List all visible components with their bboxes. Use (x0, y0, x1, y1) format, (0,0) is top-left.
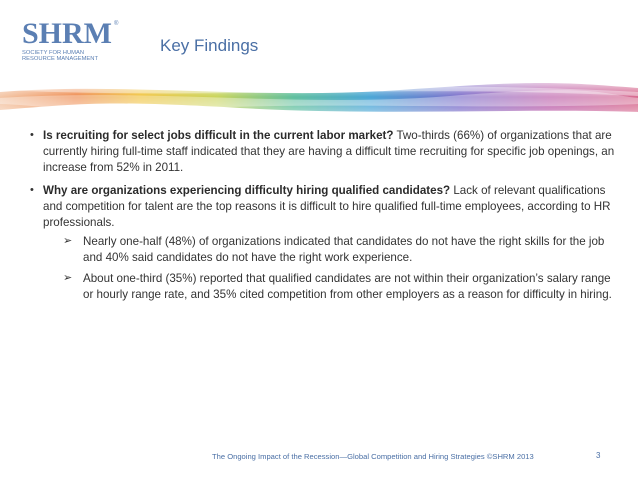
arrow-bullet-icon: ➢ (63, 272, 73, 285)
logo-registered-mark: ® (114, 21, 119, 27)
slide-title: Key Findings (160, 36, 259, 55)
subitem-text: About one-third (35%) reported that qualified candidates are not within their organization’s salary range or hourly range rate, and 35% cited competition from other employers as a reason for difficulty in hiring. (83, 272, 612, 302)
rainbow-banner (0, 78, 638, 116)
findings-list (30, 128, 620, 311)
finding-2-body: Lack of relevant qualifications and competition for talent are the top reasons it is difficult to hire qualified full-time employees, according to HR professionals. (43, 184, 611, 229)
page-number: 3 (596, 451, 601, 460)
bullet-dot: • (30, 184, 34, 197)
finding-2-subitem-2 (63, 271, 620, 303)
logo-subtitle-line1: SOCIETY FOR HUMAN (22, 50, 85, 56)
logo-subtitle (22, 50, 114, 63)
arrow-bullet-icon: ➢ (63, 234, 73, 247)
logo-wordmark: SHRM (22, 17, 112, 50)
finding-item-1 (30, 128, 620, 175)
finding-2-question: Why are organizations experiencing difficulty hiring qualified candidates? (43, 184, 451, 198)
subitem-text: Nearly one-half (48%) of organizations indicated that candidates do not have the right skills for the job and 40% said candidates do not have the right work experience. (83, 234, 605, 264)
finding-item-2 (30, 183, 620, 303)
footer-citation: The Ongoing Impact of the Recession—Global Competition and Hiring Strategies ©SHRM 2013 (212, 452, 534, 461)
finding-1-body: Two-thirds (66%) of organizations that are currently hiring full-time staff indicated that they are having a difficult time recruiting for specific job openings, an increase from 52% in 2011. (43, 129, 615, 174)
finding-2-subitem-1 (63, 234, 620, 266)
shrm-logo (22, 19, 122, 63)
finding-1-question: Is recruiting for select jobs difficult in the current labor market? (43, 129, 394, 142)
bullet-dot: • (30, 129, 34, 141)
logo-subtitle-line2: RESOURCE MANAGEMENT (22, 56, 99, 63)
